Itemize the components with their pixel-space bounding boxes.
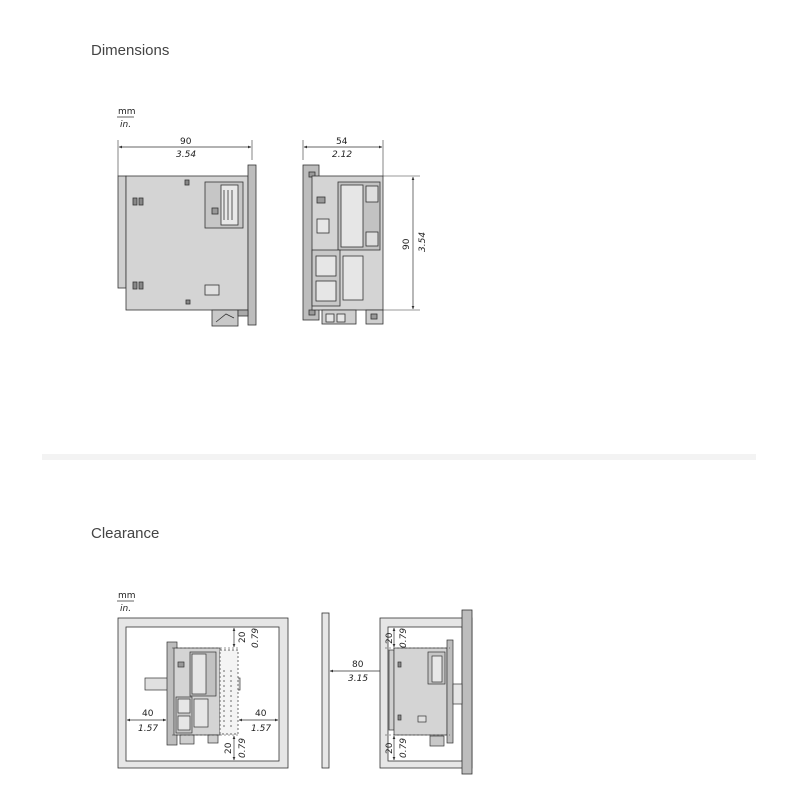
svg-text:3.54: 3.54: [418, 231, 428, 252]
svg-text:20: 20: [385, 742, 395, 754]
svg-text:0.79: 0.79: [251, 627, 261, 648]
device-side-clearance: [389, 640, 462, 746]
svg-text:2.12: 2.12: [332, 150, 353, 160]
svg-text:90: 90: [402, 238, 412, 250]
svg-text:20: 20: [238, 631, 248, 643]
svg-text:0.79: 0.79: [399, 627, 409, 648]
svg-text:20: 20: [385, 632, 395, 644]
device-front-view: [303, 165, 383, 324]
clearance-title: Clearance: [91, 525, 160, 542]
device-side-view: [118, 165, 256, 326]
svg-text:20: 20: [224, 742, 234, 754]
svg-text:1.57: 1.57: [251, 724, 272, 734]
svg-text:mm: mm: [118, 591, 136, 601]
svg-text:in.: in.: [120, 120, 132, 130]
svg-text:1.57: 1.57: [138, 724, 159, 734]
svg-text:40: 40: [142, 709, 154, 719]
svg-text:90: 90: [180, 137, 192, 147]
clearance-unit-legend: [117, 591, 136, 614]
dimensions-unit-legend: [117, 107, 136, 130]
svg-text:3.54: 3.54: [176, 150, 197, 160]
svg-text:0.79: 0.79: [238, 737, 248, 758]
svg-text:0.79: 0.79: [399, 737, 409, 758]
side-width-dimension: [118, 137, 252, 176]
svg-text:in.: in.: [120, 604, 132, 614]
dimensions-title: Dimensions: [91, 42, 170, 59]
svg-text:3.15: 3.15: [348, 674, 369, 684]
svg-text:mm: mm: [118, 107, 136, 117]
svg-text:80: 80: [352, 660, 364, 670]
svg-text:54: 54: [336, 137, 348, 147]
height-dimension: [383, 176, 428, 310]
svg-text:40: 40: [255, 709, 267, 719]
enclosure-rear-wall: [322, 613, 329, 768]
